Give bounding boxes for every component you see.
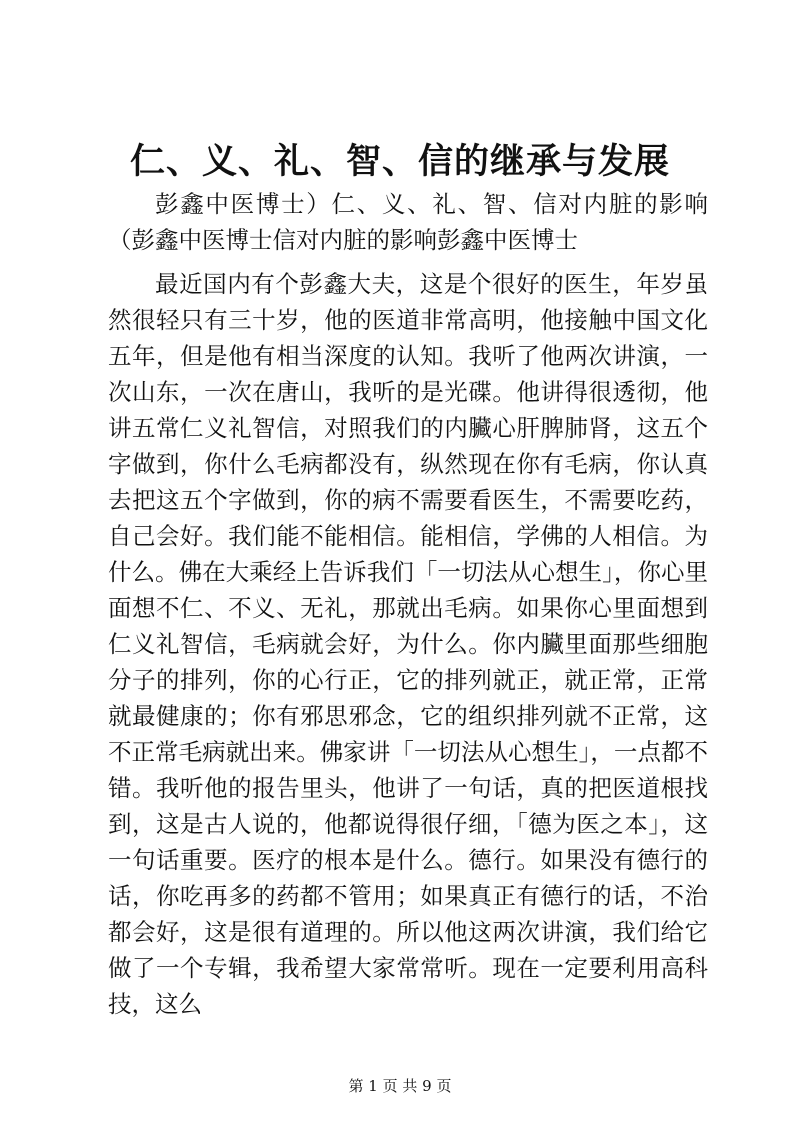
paragraph-intro: 彭鑫中医博士）仁、义、礼、智、信对内脏的影响（彭鑫中医博士信对内脏的影响彭鑫中医博士 [108, 190, 708, 254]
document-title: 仁、义、礼、智、信的继承与发展 [129, 141, 670, 182]
paragraph-main: 最近国内有个彭鑫大夫，这是个很好的医生，年岁虽然很轻只有三十岁，他的医道非常高明，他接触中国文化五年，但是他有相当深度的认知。我听了他两次讲演，一次山东，一次在唐山，我听的是光碟。他讲得很透彻，他讲五常仁义礼智信，对照我们的内臟心肝脾肺肾，这五个字做到，你什么毛病都没有，纵然现在你有毛病，你认真去把这五个字做到，你的病不需要看医生，不需要吃药，自己会好。我们能不能相信。能相信，学佛的人相信。为什么。佛在大乘经上告诉我们「一切法从心想生」，你心里面想不仁、不义、无礼，那就出毛病。如果你心里面想到仁义礼智信，毛病就会好，为什么。你内臟里面那些细胞分子的排列，你的心行正，它的排列就正，就正常，正常就最健康的；你有邪思邪念，它的组织排列就不正常，这不正常毛病就出来。佛家讲「一切法从心想生」，一点都不错。我听他的报告里头，他讲了一句话，真的把医道根找到，这是古人说的，他都说得很仔细，「德为医之本」，这一句话重要。医疗的根本是什么。德行。如果没有德行的话，你吃再多的药都不管用；如果真正有德行的话，不治都会好，这是很有道理的。所以他这两次讲演，我们给它做了一个专辑，我希望大家常常听。现在一定要利用高科技，这么 [108, 270, 708, 1018]
page-number-footer: 第 1 页 共 9 页 [348, 1077, 452, 1095]
document-body [108, 186, 708, 1022]
paragraph-spacer [108, 258, 708, 266]
